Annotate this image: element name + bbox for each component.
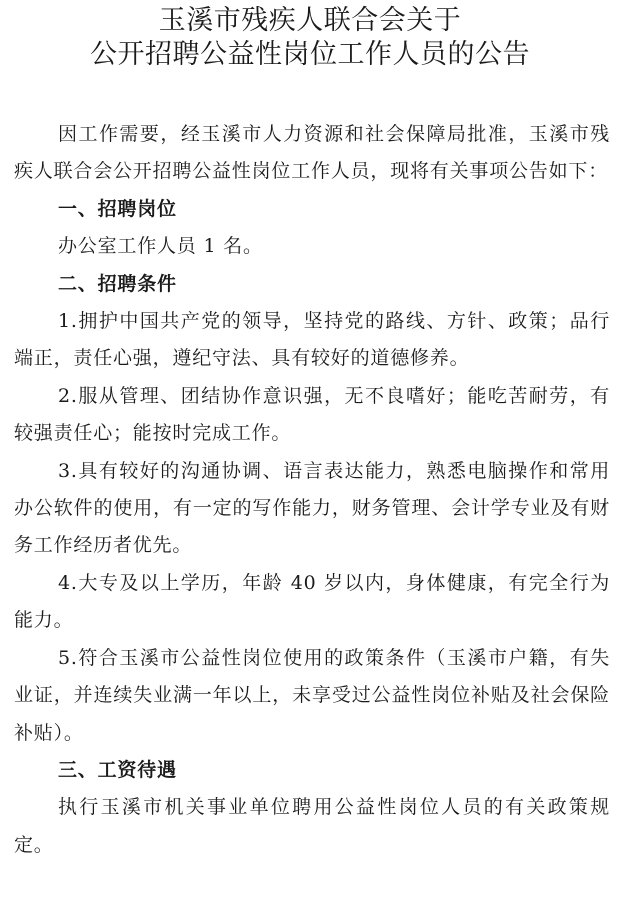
section-heading-positions: 一、招聘岗位 [58,197,177,220]
section-heading-conditions: 二、招聘条件 [58,272,177,295]
section-heading-salary: 三、工资待遇 [58,758,177,781]
intro-paragraph: 因工作需要，经玉溪市人力资源和社会保障局批准，玉溪市残疾人联合会公开招聘公益性岗位工作人员，现将有关事项公告如下： [14,123,610,183]
condition-item-4: 4.大专及以上学历，年龄 40 岁以内，身体健康，有完全行为能力。 [14,571,610,632]
condition-item-3: 3.具有较好的沟通协调、语言表达能力，熟悉电脑操作和常用办公软件的使用，有一定的写作能力，财务管理、会计学专业及有财务工作经历者优先。 [14,459,610,557]
condition-item-5: 5.符合玉溪市公益性岗位使用的政策条件（玉溪市户籍，有失业证，并连续失业满一年以上，未享受过公益性岗位补贴及社会保险补贴）。 [14,646,610,744]
document-title-line-2: 公开招聘公益性岗位工作人员的公告 [90,39,530,70]
condition-item-1: 1.拥护中国共产党的领导，坚持党的路线、方针、政策；品行端正，责任心强，遵纪守法、具有较好的道德修养。 [14,310,610,370]
document-title-line-1: 玉溪市残疾人联合会关于 [158,5,462,36]
positions-paragraph: 办公室工作人员 1 名。 [58,235,263,258]
document-body [14,116,610,864]
condition-item-2: 2.服从管理、团结协作意识强，无不良嗜好；能吃苦耐劳，有较强责任心；能按时完成工作。 [14,384,610,445]
salary-paragraph: 执行玉溪市机关事业单位聘用公益性岗位人员的有关政策规定。 [14,796,610,856]
